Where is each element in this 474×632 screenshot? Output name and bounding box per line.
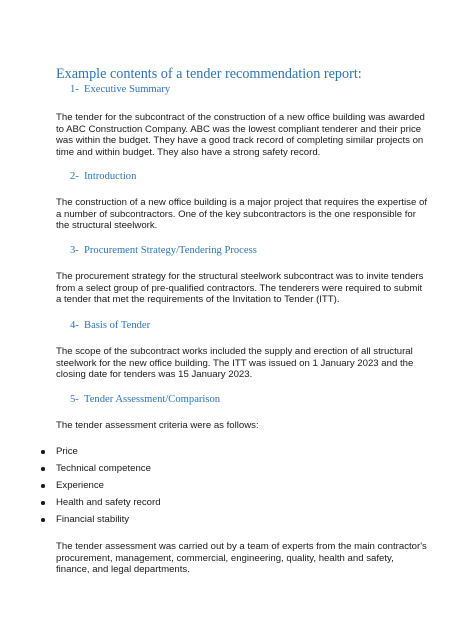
list-item-label: Technical competence	[56, 463, 151, 474]
section-title: Introduction	[84, 171, 137, 182]
section-title: Basis of Tender	[84, 320, 151, 331]
text-line: time and within budget. They also have a strong safety record.	[56, 146, 321, 158]
text-line: from a select group of pre-qualified contractors. The tenderers were required to submit	[56, 282, 423, 294]
bullet-icon	[41, 467, 45, 471]
section-number: 3-	[70, 245, 79, 256]
text-line: was within the budget. They have a good track record of completing similar projects on	[56, 135, 424, 146]
text-line: The procurement strategy for the structural steelwork subcontract was to invite tenders	[56, 271, 424, 282]
text-line: finance, and legal departments.	[56, 564, 190, 575]
text-line: the structural steelwork.	[56, 220, 158, 231]
bullet-icon	[41, 501, 45, 505]
list-item-label: Price	[56, 446, 78, 457]
section-heading-basis-of-tender	[70, 320, 150, 331]
section-heading-procurement-strategy	[70, 245, 257, 256]
paragraph-procurement-strategy	[56, 271, 426, 306]
bullet-icon	[41, 450, 45, 454]
list-item-label: Financial stability	[56, 514, 130, 525]
text-line: steelwork for the new office building. The ITT was issued on 1 January 2023 and the	[56, 357, 414, 369]
section-number: 1-	[70, 84, 79, 95]
list-item-label: Experience	[56, 480, 104, 491]
text-line: closing date for tenders was 15 January 2023.	[56, 369, 253, 380]
bullet-icon	[41, 518, 45, 522]
section-heading-tender-assessment	[70, 394, 220, 405]
text-line: The tender for the subcontract of the construction of a new office building was awarded	[56, 112, 425, 123]
section-heading-executive-summary	[70, 84, 170, 95]
paragraph-basis-of-tender	[56, 346, 426, 381]
paragraph-introduction	[56, 197, 426, 232]
text-line: The construction of a new office building is a major project that requires the expertise of	[56, 197, 427, 208]
text-line: The tender assessment criteria were as follows:	[56, 420, 259, 431]
section-title: Procurement Strategy/Tendering Process	[84, 245, 257, 256]
text-line: a tender that met the requirements of the Invitation to Tender (ITT).	[56, 294, 340, 305]
text-line: procurement, management, commercial, engineering, quality, health and safety,	[56, 552, 394, 564]
section-title: Tender Assessment/Comparison	[84, 394, 221, 405]
bullet-icon	[41, 484, 45, 488]
section-title: Executive Summary	[84, 84, 171, 95]
text-line: to ABC Construction Company. ABC was the lowest compliant tenderer and their price	[56, 123, 422, 135]
section-heading-introduction	[70, 171, 136, 182]
text-line: a number of subcontractors. One of the key subcontractors is the one responsible for	[56, 208, 416, 220]
section-number: 2-	[70, 171, 79, 182]
document-title: Example contents of a tender recommendation report:	[56, 66, 362, 82]
list-item-label: Health and safety record	[56, 497, 161, 508]
text-line: The tender assessment was carried out by a team of experts from the main contractor's	[56, 541, 427, 552]
paragraph-assessment-team	[56, 541, 426, 576]
section-number: 5-	[70, 394, 79, 405]
section-number: 4-	[70, 320, 79, 331]
text-line: The scope of the subcontract works included the supply and erection of all structural	[56, 346, 413, 357]
paragraph-executive-summary	[56, 112, 426, 158]
paragraph-assessment-intro	[56, 420, 426, 432]
